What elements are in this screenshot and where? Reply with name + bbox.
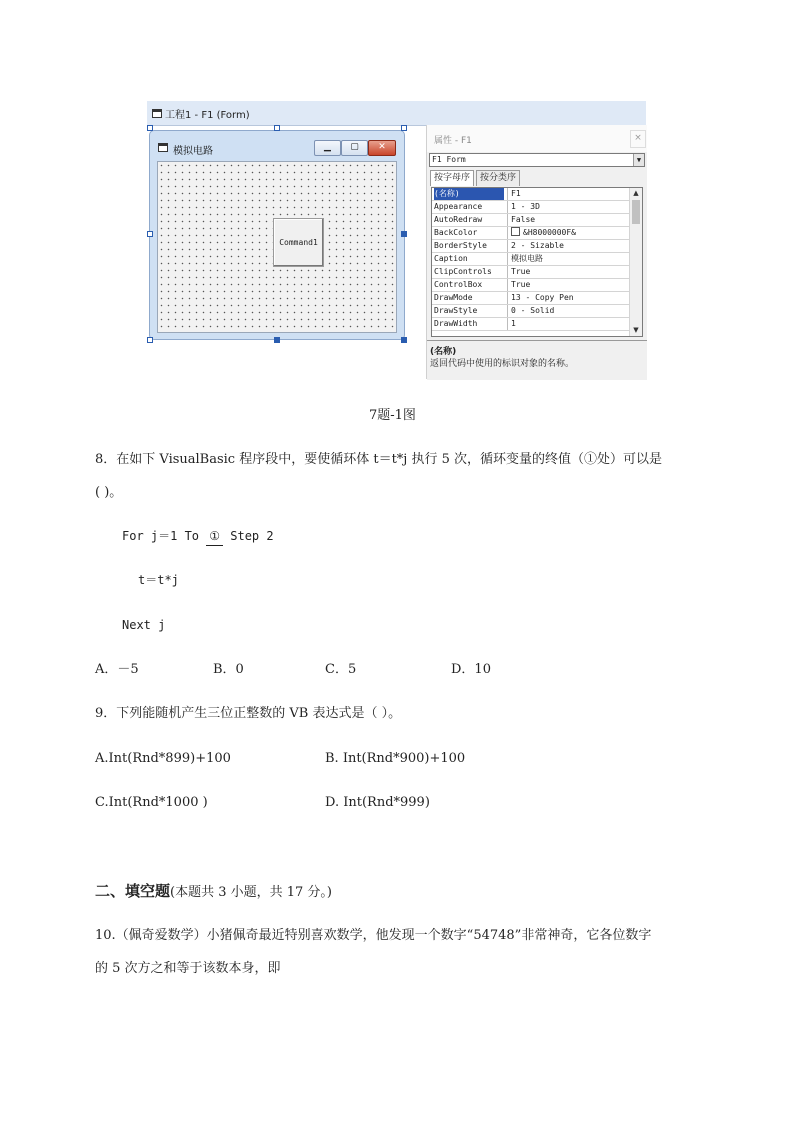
q10-stem-line2: 的 5 次方之和等于该数本身，即 — [95, 961, 281, 976]
ide-title-bar — [147, 101, 646, 126]
property-value-backcolor[interactable] — [507, 227, 631, 239]
description-text: 返回代码中使用的标识对象的名称。 — [430, 359, 575, 369]
resize-handle[interactable] — [147, 125, 153, 131]
property-row[interactable] — [432, 201, 629, 214]
resize-handle[interactable] — [401, 231, 407, 237]
minimize-icon[interactable]: ▁ — [314, 140, 341, 156]
property-name: ClipControls — [434, 267, 492, 276]
property-value[interactable]: 模拟电路 — [507, 253, 631, 265]
form-window[interactable] — [149, 130, 405, 340]
form-designer — [149, 127, 404, 341]
q9-option-c: C.Int(Rnd*1000 ) — [95, 795, 208, 810]
form-window-icon — [158, 143, 168, 152]
property-row[interactable] — [432, 227, 629, 240]
q9-option-a: A.Int(Rnd*899)+100 — [95, 751, 231, 766]
property-list-scrollbar[interactable] — [629, 188, 642, 336]
property-value[interactable]: 2 - Sizable — [507, 240, 631, 252]
object-select-value: F1 Form — [432, 155, 466, 164]
property-name: DrawMode — [434, 293, 473, 302]
form-caption: 模拟电路 — [173, 146, 213, 157]
property-name: ControlBox — [434, 280, 483, 289]
property-value[interactable]: True — [507, 279, 631, 291]
property-value[interactable]: 1 - 3D — [507, 201, 631, 213]
vb-ide-screenshot — [147, 101, 646, 379]
q9-stem: 9．下列能随机产生三位正整数的 VB 表达式是（ ）。 — [95, 706, 402, 721]
scroll-thumb[interactable] — [632, 200, 640, 224]
q8-code-line3: Next j — [122, 618, 166, 632]
object-select[interactable] — [429, 153, 645, 167]
q8-stem-line2: ( )。 — [95, 485, 123, 500]
properties-title: 属性 - F1 — [434, 136, 472, 146]
property-row[interactable] — [432, 253, 629, 266]
maximize-icon[interactable]: ▢ — [341, 140, 368, 156]
ide-title: 工程1 - F1 (Form) — [165, 110, 250, 121]
resize-handle[interactable] — [147, 337, 153, 343]
chevron-down-icon[interactable]: ▼ — [633, 154, 644, 166]
scroll-down-icon[interactable]: ▼ — [633, 326, 639, 334]
section2-note: (本题共 3 小题，共 17 分。) — [170, 885, 333, 900]
property-name: (名称) — [434, 188, 504, 200]
q8-option-c: C．5 — [325, 662, 357, 677]
property-value[interactable]: 0 - Solid — [507, 305, 631, 317]
properties-title-bar — [427, 125, 647, 152]
properties-close-icon[interactable]: × — [630, 130, 646, 148]
property-value[interactable]: False — [507, 214, 631, 226]
resize-handle[interactable] — [274, 337, 280, 343]
resize-handle[interactable] — [401, 337, 407, 343]
property-value[interactable]: F1 — [507, 188, 631, 200]
property-name: BorderStyle — [434, 241, 487, 250]
property-value[interactable]: True — [507, 266, 631, 278]
property-name: BackColor — [434, 228, 478, 237]
q8-option-b: B．0 — [213, 662, 244, 677]
q10-stem-line1: 10.（佩奇爱数学）小猪佩奇最近特别喜欢数学，他发现一个数字“54748”非常神奇，它各位数字 — [95, 928, 652, 943]
section2-title: 二、填空题 — [95, 882, 171, 900]
code-for: For j＝1 To — [122, 529, 207, 543]
property-name: DrawWidth — [434, 319, 478, 328]
property-name: Caption — [434, 254, 468, 263]
resize-handle[interactable] — [401, 125, 407, 131]
resize-handle[interactable] — [274, 125, 280, 131]
close-icon[interactable]: ✕ — [368, 140, 396, 156]
form-design-grid[interactable] — [157, 161, 397, 333]
tab-alphabetic[interactable]: 按字母序 — [430, 170, 474, 186]
property-row[interactable] — [432, 279, 629, 292]
property-value[interactable]: 13 - Copy Pen — [507, 292, 631, 304]
property-name: AutoRedraw — [434, 215, 483, 224]
property-list — [431, 187, 643, 337]
code-blank: ① — [206, 527, 223, 546]
backcolor-value: &H8000000F& — [523, 228, 576, 237]
property-name: Appearance — [434, 202, 483, 211]
q8-code-line1 — [122, 527, 274, 546]
description-heading: (名称) — [430, 347, 457, 357]
window-icon — [152, 109, 162, 118]
property-description — [427, 340, 647, 380]
q9-option-b: B. Int(Rnd*900)+100 — [325, 751, 466, 766]
q8-stem-line1: 8．在如下 VisualBasic 程序段中，要使循环体 t＝t*j 执行 5 次，循环变量的终值（①处）可以是 — [95, 452, 662, 467]
resize-handle[interactable] — [147, 231, 153, 237]
property-row[interactable] — [432, 214, 629, 227]
command1-button[interactable]: Command1 — [273, 218, 324, 267]
property-value[interactable]: 1 — [507, 318, 631, 330]
properties-window — [426, 125, 647, 379]
property-row[interactable] — [432, 188, 629, 201]
property-row[interactable] — [432, 318, 629, 331]
q8-code-line2: t＝t*j — [138, 573, 179, 587]
color-swatch-icon — [511, 227, 520, 236]
scroll-up-icon[interactable]: ▲ — [633, 189, 639, 197]
q9-option-d: D. Int(Rnd*999) — [325, 795, 430, 810]
code-step: Step 2 — [223, 529, 274, 543]
property-row[interactable] — [432, 292, 629, 305]
property-row[interactable] — [432, 305, 629, 318]
q8-option-d: D．10 — [451, 662, 491, 677]
property-name: DrawStyle — [434, 306, 478, 315]
section2-heading — [95, 882, 332, 902]
tab-categorized[interactable]: 按分类序 — [476, 170, 520, 186]
property-row[interactable] — [432, 240, 629, 253]
property-row[interactable] — [432, 266, 629, 279]
figure-caption: 7题-1图 — [369, 408, 416, 423]
q8-option-a: A．－5 — [95, 662, 139, 677]
